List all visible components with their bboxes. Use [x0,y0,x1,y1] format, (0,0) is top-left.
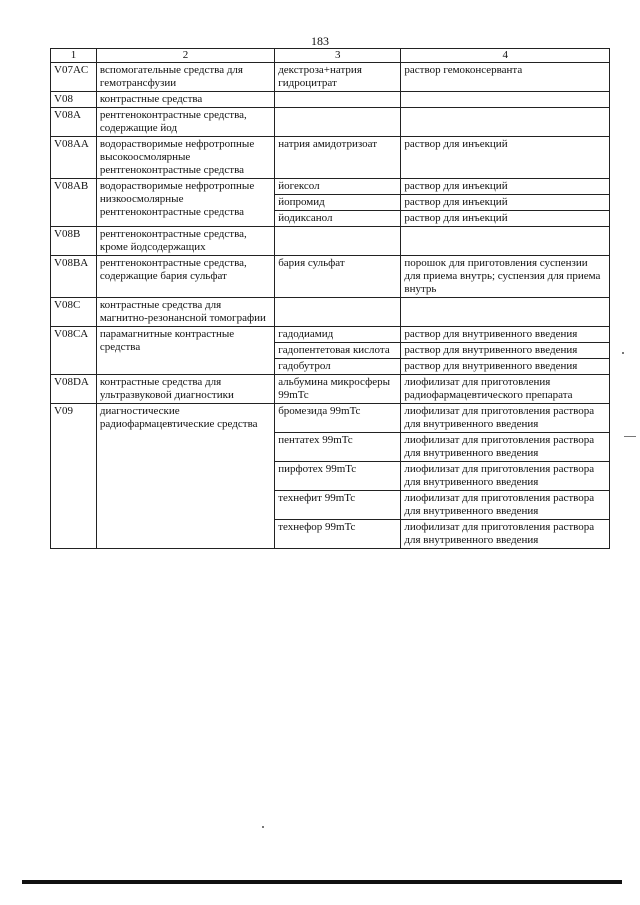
dosage-form-cell: раствор для внутривенного введения [401,343,610,359]
atc-code-cell: V08B [51,227,97,256]
table-row [51,298,610,327]
drug-name-cell: йодиксанол [275,211,401,227]
dosage-form-cell: раствор для инъекций [401,195,610,211]
table-row [51,179,610,195]
dosage-form-cell: лиофилизат для приготовления раствора для внутривенного введения [401,433,610,462]
drug-name-cell: альбумина микросферы 99mTc [275,375,401,404]
dosage-form-cell [401,227,610,256]
group-name-cell: контрастные средства для ультразвуковой диагностики [96,375,274,404]
drug-name-cell: гадопентетовая кислота [275,343,401,359]
drug-name-cell: технефит 99mTc [275,491,401,520]
scan-speck [622,352,624,354]
atc-code-cell: V08CA [51,327,97,375]
scan-mark [624,436,636,437]
group-name-cell: рентгеноконтрастные средства, содержащие йод [96,108,274,137]
table-row [51,404,610,433]
table-row [51,63,610,92]
dosage-form-cell: раствор для инъекций [401,179,610,195]
scan-speck [262,826,264,828]
dosage-form-cell: лиофилизат для приготовления раствора для внутривенного введения [401,520,610,549]
drug-name-cell: гадодиамид [275,327,401,343]
drug-name-cell: йогексол [275,179,401,195]
dosage-form-cell: раствор гемоконсерванта [401,63,610,92]
dosage-form-cell [401,108,610,137]
atc-code-cell: V08A [51,108,97,137]
atc-code-cell: V08BA [51,256,97,298]
dosage-form-cell: лиофилизат для приготовления радиофармацевтического препарата [401,375,610,404]
drug-name-cell: бария сульфат [275,256,401,298]
group-name-cell: парамагнитные контрастные средства [96,327,274,375]
dosage-form-cell: лиофилизат для приготовления раствора для внутривенного введения [401,462,610,491]
drug-name-cell [275,108,401,137]
table-row [51,327,610,343]
column-header-2: 2 [96,49,274,63]
group-name-cell: водорастворимые нефротропные низкоосмолярные рентгеноконтрастные средства [96,179,274,227]
drug-name-cell: пирфотех 99mTc [275,462,401,491]
page-number: 183 [311,34,329,48]
column-header-3: 3 [275,49,401,63]
table-row [51,375,610,404]
dosage-form-cell [401,92,610,108]
atc-code-cell: V07AC [51,63,97,92]
dosage-form-cell: раствор для инъекций [401,137,610,179]
drug-name-cell: декстроза+натрия гидроцитрат [275,63,401,92]
group-name-cell: рентгеноконтрастные средства, кроме йодсодержащих [96,227,274,256]
dosage-form-cell: лиофилизат для приготовления раствора для внутривенного введения [401,404,610,433]
drug-name-cell: гадобутрол [275,359,401,375]
atc-code-cell: V08DA [51,375,97,404]
table-header-row [51,49,610,63]
drug-name-cell: йопромид [275,195,401,211]
table-row [51,137,610,179]
table-row [51,108,610,137]
dosage-form-cell [401,298,610,327]
group-name-cell: вспомогательные средства для гемотрансфузии [96,63,274,92]
group-name-cell: контрастные средства [96,92,274,108]
drug-name-cell: натрия амидотризоат [275,137,401,179]
dosage-form-cell: лиофилизат для приготовления раствора для внутривенного введения [401,491,610,520]
drug-classification-table [50,48,610,549]
dosage-form-cell: раствор для инъекций [401,211,610,227]
bottom-rule [22,880,622,884]
dosage-form-cell: раствор для внутривенного введения [401,359,610,375]
atc-code-cell: V08C [51,298,97,327]
atc-code-cell: V08AB [51,179,97,227]
table-row [51,92,610,108]
drug-name-cell: технефор 99mTc [275,520,401,549]
table-row [51,256,610,298]
drug-name-cell: бромезида 99mTc [275,404,401,433]
dosage-form-cell: раствор для внутривенного введения [401,327,610,343]
atc-code-cell: V08AA [51,137,97,179]
table-body [51,63,610,549]
group-name-cell: контрастные средства для магнитно-резонансной томографии [96,298,274,327]
drug-name-cell [275,298,401,327]
group-name-cell: диагностические радиофармацевтические средства [96,404,274,549]
table-row [51,227,610,256]
drug-name-cell [275,92,401,108]
column-header-4: 4 [401,49,610,63]
atc-code-cell: V08 [51,92,97,108]
group-name-cell: водорастворимые нефротропные высокоосмолярные рентгеноконтрастные средства [96,137,274,179]
atc-code-cell: V09 [51,404,97,549]
column-header-1: 1 [51,49,97,63]
drug-name-cell: пентатех 99mTc [275,433,401,462]
group-name-cell: рентгеноконтрастные средства, содержащие бария сульфат [96,256,274,298]
drug-name-cell [275,227,401,256]
dosage-form-cell: порошок для приготовления суспензии для приема внутрь; суспензия для приема внутрь [401,256,610,298]
